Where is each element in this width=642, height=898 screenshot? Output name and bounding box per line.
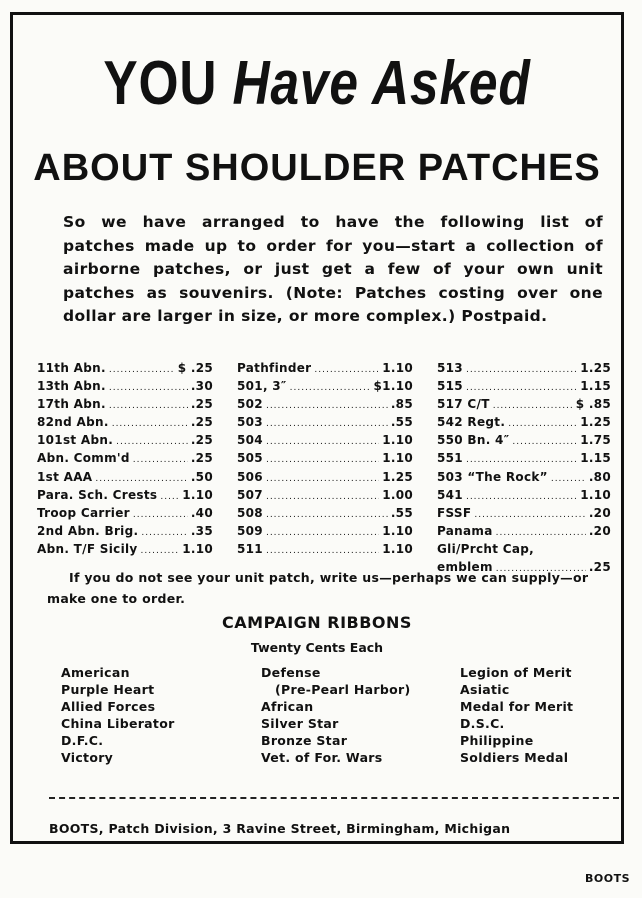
patch-row	[237, 415, 413, 433]
patch-row	[437, 361, 611, 379]
patch-name: 513	[437, 361, 463, 375]
intro-paragraph	[63, 211, 603, 329]
patch-name: 503 “The Rock”	[437, 469, 548, 484]
patch-price: 1.10	[182, 541, 213, 556]
ribbon-item: Medal for Merit	[460, 699, 574, 714]
patch-row	[37, 524, 213, 542]
ribbon-item: Soldiers Medal	[460, 750, 569, 765]
patch-price: 1.10	[382, 523, 413, 538]
ribbon-item: Victory	[61, 750, 114, 765]
patch-name: 17th Abn.	[37, 397, 106, 412]
patch-price: .55	[390, 415, 413, 430]
patch-price: .25	[588, 560, 611, 575]
patch-price: 1.10	[382, 451, 413, 466]
leader-dots	[551, 474, 586, 484]
leader-dots	[508, 419, 577, 429]
patch-row	[237, 506, 413, 524]
patch-price: 1.25	[580, 415, 611, 430]
leader-dots	[141, 546, 180, 556]
leader-dots	[160, 492, 179, 502]
leader-dots	[496, 528, 586, 538]
campaign-ribbons-subtitle: Twenty Cents Each	[250, 640, 384, 655]
unit-patch-note: If you do not see your unit patch, write us—perhaps we can supply—or make one to order.	[47, 570, 589, 606]
patch-name: 542 Regt.	[437, 415, 506, 430]
patch-name: 503	[237, 415, 263, 430]
patch-row	[437, 415, 611, 433]
patch-price: 1.10	[580, 487, 611, 502]
patch-price: .25	[190, 397, 213, 412]
patch-price: .55	[390, 505, 413, 520]
patch-name: 101st Abn.	[37, 433, 114, 448]
patch-price: .40	[190, 505, 213, 520]
campaign-ribbons-title: CAMPAIGN RIBBONS	[222, 613, 412, 632]
patch-name: Panama	[437, 523, 493, 538]
patch-price: 1.10	[382, 361, 413, 375]
patch-name: 502	[237, 397, 263, 412]
leader-dots	[266, 419, 388, 429]
patch-name: 511	[237, 541, 263, 556]
patch-row	[437, 470, 611, 488]
ribbon-item: Vet. of For. Wars	[261, 750, 383, 765]
leader-dots	[466, 383, 577, 393]
leader-dots	[266, 474, 379, 484]
patch-row	[37, 488, 213, 506]
patch-row	[37, 397, 213, 415]
patch-price: 1.10	[382, 433, 413, 448]
patch-row	[237, 488, 413, 506]
patch-price: .20	[588, 505, 611, 520]
leader-dots	[314, 365, 379, 375]
patch-price: .20	[588, 523, 611, 538]
patch-price: 1.25	[580, 361, 611, 375]
leader-dots	[266, 455, 379, 465]
patch-price: $ .25	[177, 361, 213, 375]
patch-price: .25	[190, 433, 213, 448]
patch-row	[37, 451, 213, 469]
patch-name: Para. Sch. Crests	[37, 487, 158, 502]
order-address: BOOTS, Patch Division, 3 Ravine Street, Birmingham, Michigan	[49, 821, 511, 836]
leader-dots	[109, 383, 188, 393]
leader-dots	[466, 365, 577, 375]
headline-you: YOU	[103, 49, 218, 118]
ribbon-item: Philippine	[460, 733, 534, 748]
patch-price: 1.10	[182, 487, 213, 502]
patch-price: .35	[190, 523, 213, 538]
patch-row	[237, 361, 413, 379]
patch-name: 506	[237, 469, 263, 484]
headline-line-2: ABOUT SHOULDER PATCHES	[33, 147, 601, 189]
patch-row	[37, 415, 213, 433]
leader-dots	[116, 437, 188, 447]
ribbon-item: Silver Star	[261, 716, 339, 731]
patch-name: 504	[237, 433, 263, 448]
patch-name: Abn. T/F Sicily	[37, 541, 138, 556]
patch-name: Abn. Comm'd	[37, 451, 130, 466]
intro-line: dollar are larger in size, or more complex.) Postpaid.	[63, 307, 548, 325]
patch-price: 1.15	[580, 379, 611, 394]
ribbon-item: China Liberator	[61, 716, 175, 731]
patch-price: 1.15	[580, 451, 611, 466]
patch-row	[237, 524, 413, 542]
ribbon-item: Bronze Star	[261, 733, 348, 748]
patch-price: .30	[190, 379, 213, 394]
patch-row	[237, 542, 413, 560]
patch-name: 551	[437, 451, 463, 466]
ribbon-item: American	[61, 665, 130, 680]
ribbon-item: D.S.C.	[460, 716, 505, 731]
leader-dots	[266, 401, 388, 411]
patch-row	[237, 433, 413, 451]
intro-line: patches as souvenirs. (Note: Patches costing over one	[63, 283, 603, 302]
leader-dots	[266, 510, 388, 520]
cut-line-divider	[49, 797, 619, 799]
patch-name: emblem	[437, 560, 493, 575]
patch-row	[237, 470, 413, 488]
patch-name: 505	[237, 451, 263, 466]
ribbon-item: (Pre-Pearl Harbor)	[275, 682, 411, 697]
ribbons-column-1	[61, 664, 175, 766]
leader-dots	[133, 455, 188, 465]
patch-price: 1.75	[580, 433, 611, 448]
leader-dots	[290, 383, 371, 393]
ribbons-column-2	[261, 664, 410, 766]
headline-line-1	[65, 49, 570, 118]
patch-row	[237, 451, 413, 469]
patch-row	[237, 379, 413, 397]
ribbon-item: African	[261, 699, 314, 714]
patch-row	[437, 542, 611, 560]
patch-name: 501, 3″	[237, 379, 287, 394]
ribbon-item: Legion of Merit	[460, 665, 572, 680]
leader-dots	[266, 528, 379, 538]
intro-line: airborne patches, or just get a few of your own unit	[63, 260, 603, 278]
patch-row	[237, 397, 413, 415]
patch-row	[37, 361, 213, 379]
patch-row	[37, 506, 213, 524]
patch-row	[37, 379, 213, 397]
patch-name: 11th Abn.	[37, 361, 106, 375]
patch-name: Troop Carrier	[37, 505, 130, 520]
leader-dots	[466, 455, 577, 465]
leader-dots	[133, 510, 188, 520]
patch-row	[37, 433, 213, 451]
patch-price: $ .85	[575, 397, 611, 412]
patch-name: 541	[437, 487, 463, 502]
patch-price: .25	[190, 451, 213, 466]
leader-dots	[512, 437, 577, 447]
patch-list-column-1	[37, 361, 213, 560]
patch-row	[437, 488, 611, 506]
page-folio: BOOTS	[584, 872, 630, 885]
patch-name: Gli/Prcht Cap,	[437, 541, 534, 556]
patch-name: FSSF	[437, 505, 472, 520]
leader-dots	[474, 510, 585, 520]
leader-dots	[95, 474, 187, 484]
patch-row	[437, 451, 611, 469]
patch-name: 509	[237, 523, 263, 538]
leader-dots	[109, 401, 188, 411]
leader-dots	[266, 437, 379, 447]
patch-price: .25	[190, 415, 213, 430]
patch-price: 1.00	[382, 487, 413, 502]
patch-name: 550 Bn. 4″	[437, 433, 510, 448]
patch-name: 507	[237, 487, 263, 502]
patch-name: 2nd Abn. Brig.	[37, 523, 139, 538]
patch-price: 1.25	[382, 469, 413, 484]
patch-row	[437, 397, 611, 415]
patch-price: .50	[190, 469, 213, 484]
patch-price: .85	[390, 397, 413, 412]
leader-dots	[493, 401, 573, 411]
patch-row	[37, 542, 213, 560]
patch-row	[437, 506, 611, 524]
patch-row	[37, 470, 213, 488]
patch-name: 508	[237, 505, 263, 520]
leader-dots	[266, 492, 379, 502]
patch-name: Pathfinder	[237, 361, 312, 375]
leader-dots	[112, 419, 188, 429]
patch-price: $1.10	[373, 379, 413, 394]
patch-price: .80	[588, 469, 611, 484]
patch-list-column-2	[237, 361, 413, 560]
leader-dots	[466, 492, 577, 502]
patch-row	[437, 379, 611, 397]
advertisement-frame	[10, 12, 624, 844]
intro-line: patches made up to order for you—start a collection of	[63, 236, 603, 255]
intro-line: So we have arranged to have the following list of	[63, 213, 603, 231]
patch-price: 1.10	[382, 541, 413, 556]
patch-row	[437, 524, 611, 542]
patch-name: 82nd Abn.	[37, 415, 109, 430]
leader-dots	[266, 546, 379, 556]
patch-name: 515	[437, 379, 463, 394]
ribbons-column-3	[460, 664, 573, 766]
ribbon-item: D.F.C.	[61, 733, 104, 748]
patch-name: 13th Abn.	[37, 379, 106, 394]
patch-list-column-3	[437, 361, 611, 578]
leader-dots	[141, 528, 187, 538]
ribbon-item: Allied Forces	[61, 699, 156, 714]
patch-name: 517 C/T	[437, 397, 490, 412]
leader-dots	[109, 365, 175, 375]
ribbon-item: Purple Heart	[61, 682, 155, 697]
headline-have-asked: Have Asked	[232, 49, 531, 118]
ribbon-item: Defense	[261, 665, 321, 680]
ribbon-item: Asiatic	[460, 682, 510, 697]
patch-name: 1st AAA	[37, 469, 93, 484]
patch-row	[437, 433, 611, 451]
